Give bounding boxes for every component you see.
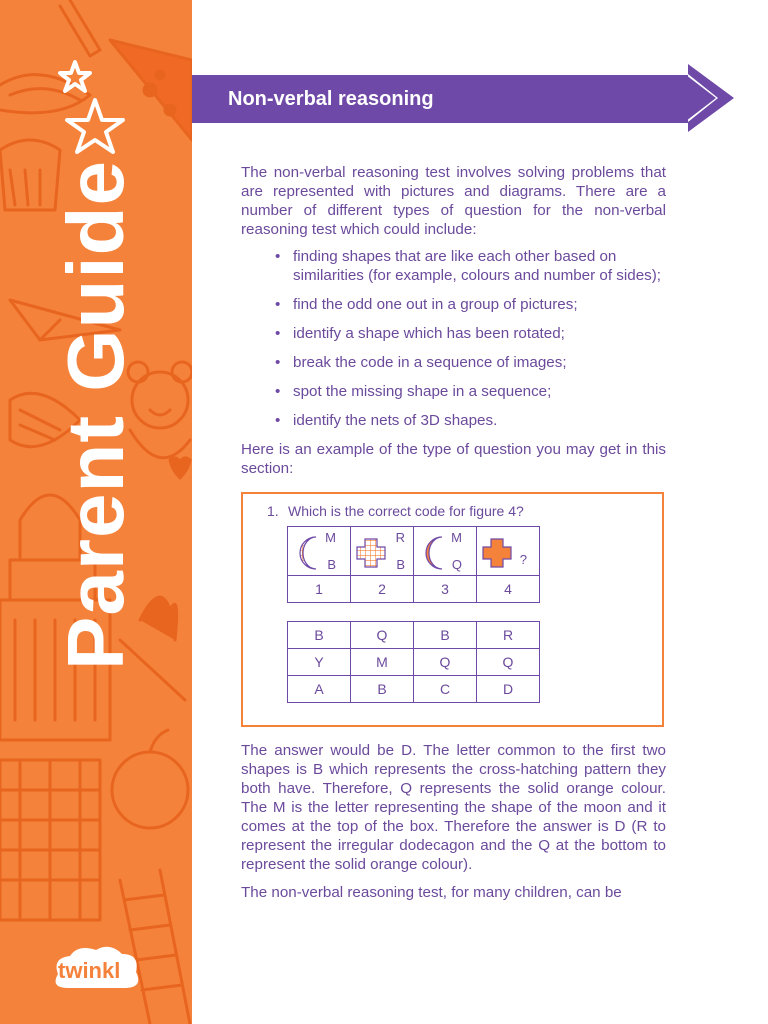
option-top-letter: B	[288, 622, 351, 649]
logo-text: twinkl	[58, 958, 121, 983]
example-intro: Here is an example of the type of question you may get in this section:	[241, 441, 666, 477]
option-label: D	[477, 676, 540, 703]
figure-cell	[477, 527, 540, 576]
list-item: • identify a shape which has been rotated;	[293, 324, 666, 343]
figures-table	[287, 526, 540, 603]
option-bottom-letter: Q	[477, 649, 540, 676]
answer-paragraph: The non-verbal reasoning test, for many children, can be	[241, 884, 622, 901]
sidebar-title: Parent Guide	[51, 160, 140, 670]
figure-bottom-letter: Q	[451, 557, 462, 572]
hatched-moon-icon	[292, 535, 324, 571]
list-item: • find the odd one out in a group of pictures;	[293, 295, 666, 314]
figure-bottom-letter: B	[396, 557, 405, 572]
answer-explanation	[241, 741, 666, 911]
sidebar	[0, 0, 192, 1024]
answer-paragraph: The answer would be D. The letter common to the first two shapes is B which represents the cross-hatching pattern they both have. Therefore, Q represents the solid orange colour. The M is the letter representing the shape of the moon and it comes at the top of the box. Therefore the answer is D (R to represent the irregular dodecagon and the Q at the bottom to represent the solid orange colour).	[241, 742, 666, 873]
option-label: C	[414, 676, 477, 703]
main-content	[241, 163, 666, 478]
arrow-right-icon	[686, 64, 736, 134]
figure-top-letter: M	[451, 530, 462, 545]
question-text: Which is the correct code for figure 4?	[288, 503, 524, 519]
option-top-letter: B	[414, 622, 477, 649]
figure-number: 4	[477, 576, 540, 603]
option-label: B	[351, 676, 414, 703]
question-types-list	[241, 247, 666, 430]
hatched-dodecagon-icon	[355, 535, 387, 571]
figure-bottom-letter: B	[327, 557, 336, 572]
list-item: • identify the nets of 3D shapes.	[293, 411, 666, 430]
solid-dodecagon-icon	[481, 535, 513, 571]
solid-moon-icon	[418, 535, 450, 571]
option-bottom-letter: Q	[414, 649, 477, 676]
figure-cell	[288, 527, 351, 576]
figure-top-letter: R	[395, 530, 405, 545]
list-item: • break the code in a sequence of images;	[293, 353, 666, 372]
page-title: Non-verbal reasoning	[228, 88, 434, 110]
figure-cell	[351, 527, 414, 576]
figure-number: 3	[414, 576, 477, 603]
option-top-letter: R	[477, 622, 540, 649]
intro-paragraph: The non-verbal reasoning test involves solving problems that are represented with pictures and diagrams. There are a number of different types of question for the non-verbal reasoning test which could include:	[241, 164, 666, 238]
options-table	[287, 621, 540, 703]
option-bottom-letter: M	[351, 649, 414, 676]
option-top-letter: Q	[351, 622, 414, 649]
question-number: 1.	[267, 503, 279, 519]
figure-cell	[414, 527, 477, 576]
figure-bottom-letter: ?	[519, 552, 527, 567]
figure-number: 1	[288, 576, 351, 603]
figure-top-letter: M	[325, 530, 336, 545]
option-bottom-letter: Y	[288, 649, 351, 676]
list-item: • finding shapes that are like each other based on similarities (for example, colours and number of sides);	[293, 247, 666, 285]
option-label: A	[288, 676, 351, 703]
list-item: • spot the missing shape in a sequence;	[293, 382, 666, 401]
figure-number: 2	[351, 576, 414, 603]
example-question-box	[241, 492, 664, 727]
